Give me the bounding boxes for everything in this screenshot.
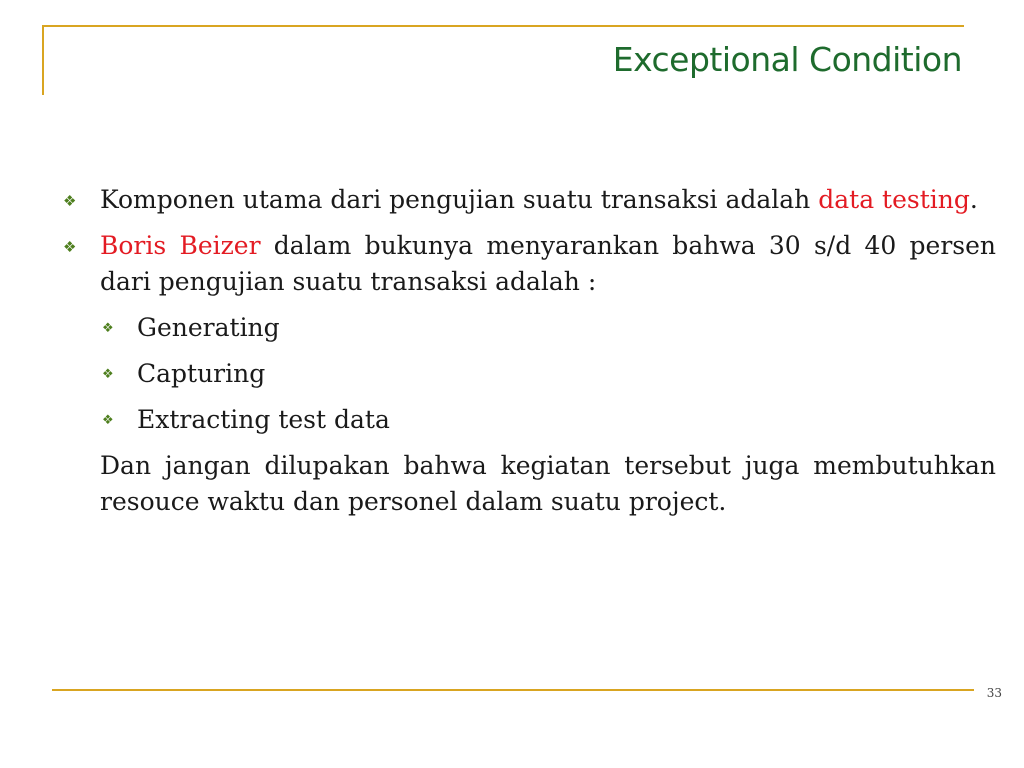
bullet-highlight: Boris Beizer <box>100 231 261 260</box>
diamond-cluster-icon: ❖ <box>102 321 114 336</box>
bullet-text: dalam bukunya menyarankan bahwa 30 s/d 40 persen dari pengujian suatu transaksi adalah : <box>100 231 997 296</box>
title-frame-left-rule <box>42 25 44 95</box>
sub-bullet-item <box>60 356 996 392</box>
sub-bullet-text: Generating <box>137 313 280 342</box>
diamond-cluster-icon: ❖ <box>63 192 77 210</box>
diamond-cluster-icon: ❖ <box>102 413 114 428</box>
footer-rule <box>52 689 974 691</box>
page-number: 33 <box>986 686 1002 700</box>
slide-body <box>60 182 996 520</box>
bullet-text: Komponen utama dari pengujian suatu transaksi adalah <box>100 185 819 214</box>
diamond-cluster-icon: ❖ <box>63 238 77 256</box>
diamond-cluster-icon: ❖ <box>102 367 114 382</box>
sub-bullet-text: Extracting test data <box>137 405 390 434</box>
slide-title: Exceptional Condition <box>612 40 962 79</box>
bullet-item <box>60 228 996 300</box>
closing-paragraph: Dan jangan dilupakan bahwa kegiatan tersebut juga membutuhkan resouce waktu dan personel dalam suatu project. <box>100 451 996 516</box>
title-frame-top-rule <box>42 25 964 27</box>
sub-bullet-text: Capturing <box>137 359 266 388</box>
bullet-item <box>60 182 996 218</box>
sub-bullet-item <box>60 310 996 346</box>
bullet-text-end: . <box>969 185 978 214</box>
sub-bullet-item <box>60 402 996 438</box>
bullet-highlight: data testing <box>818 185 970 214</box>
